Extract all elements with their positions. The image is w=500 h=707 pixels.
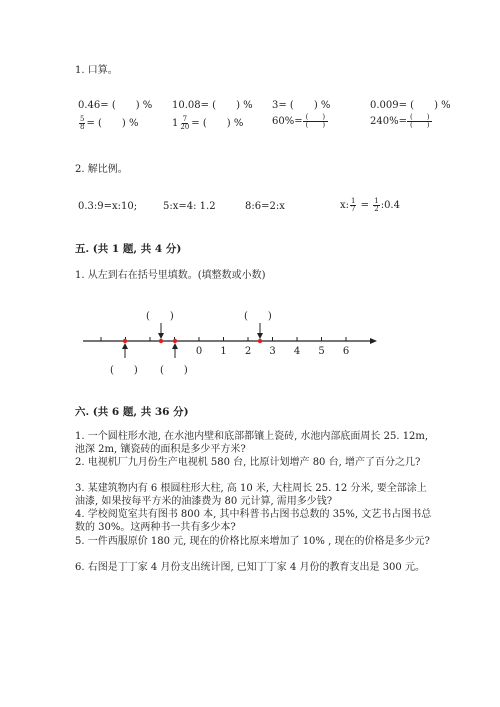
- section6-heading: 六. (共 6 题, 共 36 分): [75, 406, 189, 418]
- marker-point-3: [173, 339, 177, 343]
- tick-label: 6: [342, 346, 350, 357]
- q1-item-7: 60%= $\frac{( )}{( )}$: [272, 114, 328, 129]
- section6-problem-4: 4. 学校阅览室共有图书 800 本, 其中科普书占图书总数的 35%, 文艺书占图书总数的 30%。这两种书一共有多少本?: [75, 509, 432, 533]
- q2-heading: 2. 解比例。: [75, 164, 128, 175]
- section5-heading: 五. (共 1 题, 共 4 分): [75, 243, 182, 255]
- tick-label: 5: [318, 346, 325, 357]
- marker-point-1: [123, 339, 127, 343]
- q1-item-2: 10.08= ( ) %: [172, 100, 253, 111]
- q1-item-4: 0.009= ( ) %: [370, 100, 451, 111]
- fraction: $\frac{1}{7}$: [351, 197, 356, 213]
- fraction: $\frac{5}{8}$: [80, 115, 85, 131]
- fraction: $\frac{7}{20}$: [180, 115, 190, 131]
- tick-label: 3: [269, 346, 276, 357]
- top-bracket-1: ( ): [146, 311, 174, 322]
- tick-label: 4: [293, 346, 301, 357]
- section6-problem-2: 2. 电视机厂九月份生产电视机 580 台, 比原计划增产 80 台, 增产了百分之几?: [75, 457, 421, 468]
- q1-heading: 1. 口算。: [75, 65, 118, 76]
- q2-item-1: 0.3:9=x:10;: [78, 201, 138, 212]
- number-line-tick-labels: [196, 346, 349, 357]
- q1-item-1: 0.46= ( ) %: [78, 100, 153, 111]
- q1-item-5: $\frac{5}{8}$ = ( ) %: [80, 115, 139, 131]
- axis-arrow-icon: [370, 338, 377, 344]
- section6-problem-6: 6. 右图是丁丁家 4 月份支出统计图, 已知丁丁家 4 月份的教育支出是 300 元。: [75, 562, 425, 573]
- q2-item-2: 5:x=4: 1.2: [163, 201, 216, 212]
- top-bracket-2: ( ): [244, 311, 272, 322]
- q2-item-4: x: $\frac{1}{7}$ = $\frac{1}{2}$ :0.4: [340, 197, 400, 213]
- up-arrow-2-icon: [172, 343, 178, 349]
- tick-label: 1: [220, 346, 227, 357]
- bottom-bracket-1: ( ): [110, 365, 138, 376]
- q1-item-6: 1 $\frac{7}{20}$ = ( ) %: [172, 115, 244, 131]
- bottom-bracket-2: ( ): [160, 365, 188, 376]
- tick-label: 0: [195, 346, 203, 357]
- fraction: $\frac{1}{2}$: [374, 197, 379, 213]
- up-arrow-1-icon: [122, 343, 128, 349]
- q2-item-3: 8:6=2:x: [245, 201, 285, 212]
- down-arrow-1-icon: [158, 333, 164, 339]
- marker-point-4: [258, 339, 262, 343]
- section6-problem-1: 1. 一个圆柱形水池, 在水池内壁和底部都镶上瓷砖, 水池内部底面周长 25. 12m, 池深 2m, 镶瓷砖的面积是多少平方米?: [75, 431, 429, 455]
- section6-problem-3: 3. 某建筑物内有 6 根圆柱形大柱, 高 10 米, 大柱周长 25. 12 分米, 要全部涂上油漆, 如果按每平方米的油漆费为 80 元计算, 需用多少钱?: [75, 483, 427, 507]
- q1-item-3: 3= ( ) %: [272, 100, 331, 111]
- down-arrow-2-icon: [257, 333, 263, 339]
- marker-point-2: [159, 339, 163, 343]
- blank-fraction: $\frac{( )}{( )}$: [303, 114, 328, 129]
- section5-q1-text: 1. 从左到右在括号里填数。(填整数或小数): [75, 270, 266, 281]
- tick-label: 2: [244, 346, 252, 357]
- section6-problem-5: 5. 一件西服原价 180 元, 现在的价格比原来增加了 10% , 现在的价格是多少元?: [75, 536, 430, 547]
- q1-item-8: 240%= $\frac{( )}{( )}$: [370, 114, 432, 129]
- blank-fraction: $\frac{( )}{( )}$: [407, 114, 432, 129]
